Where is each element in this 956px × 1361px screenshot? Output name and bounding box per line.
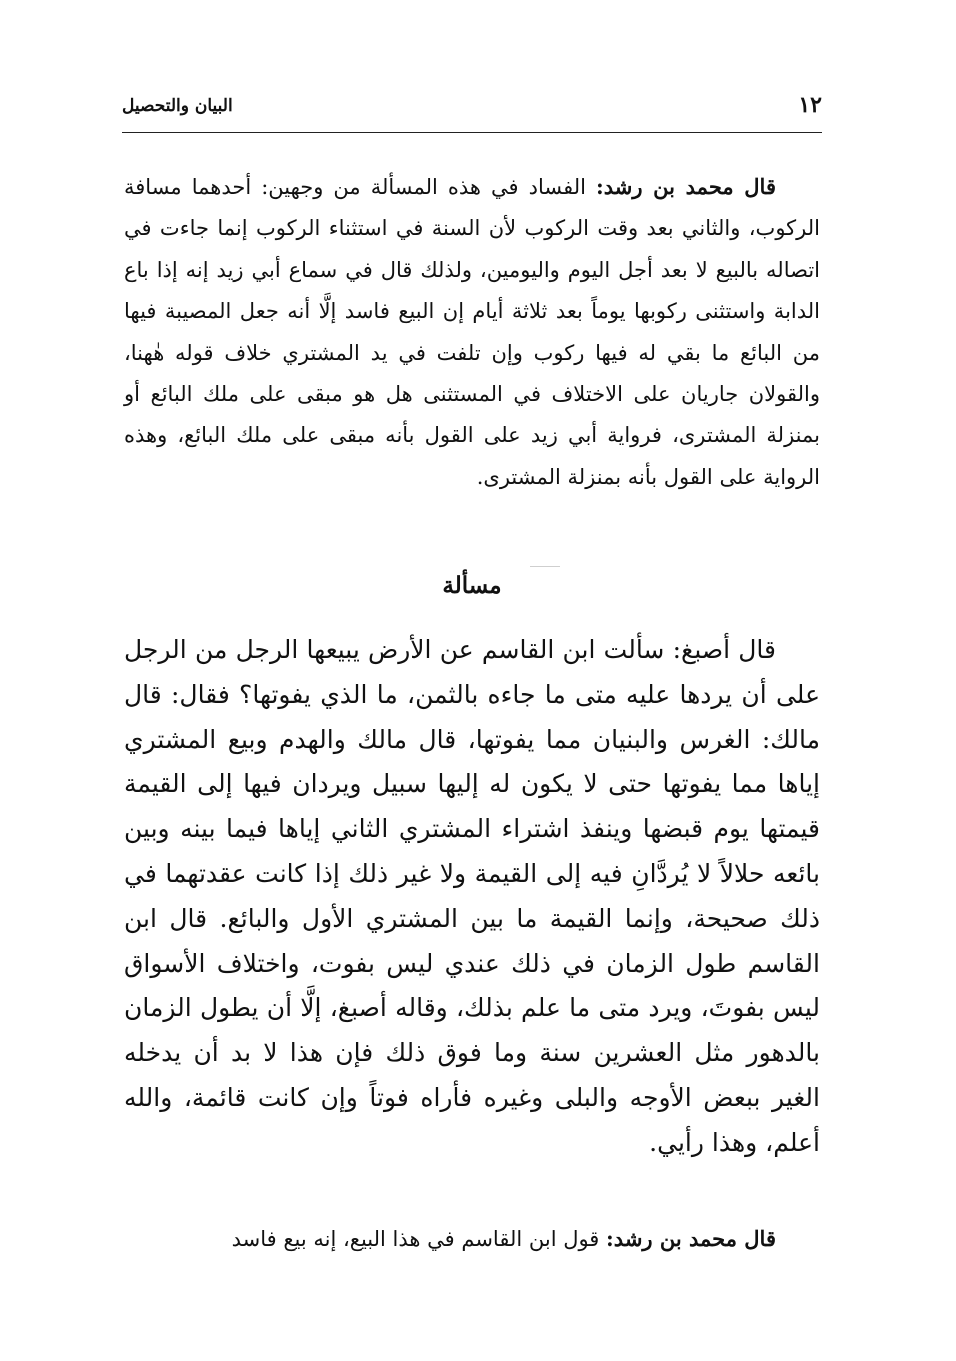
paragraph-issue: [124, 628, 820, 1166]
paragraph-text: قول ابن القاسم في هذا البيع، إنه بيع فاسد: [231, 1227, 600, 1251]
separator-mark: [530, 566, 560, 567]
speaker-label: قال محمد بن رشد:: [595, 174, 776, 199]
running-header: [122, 92, 822, 126]
speaker-label: قال محمد بن رشد:: [606, 1226, 776, 1251]
header-divider: [122, 132, 822, 133]
paragraph-text: الفساد في هذه المسألة من وجهين: أحدهما مسافة الركوب، والثاني بعد وقت الركوب لأن السنة في استثناء الركوب إنما جاءت في اتصاله بالبيع لا بعد أجل اليوم واليومين، ولذلك قال في سماع أبي زيد إنه إذا باع الدابة واستثنى ركوبها يوماً بعد ثلاثة أيام إن البيع فاسد إلَّا أنه جعل المصيبة فيها من البائع ما بقي له فيها ركوب وإن تلفت في يد المشتري خلاف قوله هٰهنا، والقولان جاريان على الاختلاف في المستثنى هل هو مبقى على ملك البائع أو بمنزلة المشترى، فرواية أبي زيد على القول بأنه مبقى على ملك البائع، وهذه الرواية على القول بأنه بمنزلة المشترى.: [124, 175, 821, 489]
page-number: ١٢: [798, 92, 822, 118]
paragraph-text: قال أصبغ: سألت ابن القاسم عن الأرض يبيعها الرجل من الرجل على أن يردها عليه متى ما جاءه بالثمن، ما الذي يفوتها؟ فقال: قال مالك: الغرس والبنيان مما يفوتها، قال مالك والهدم وبيع المشتري إياها مما يفوتها حتى لا يكون له إليها سبيل ويردان فيها إلى القيمة قيمتها يوم قبضها وينفذ اشتراء المشتري الثاني إياها فيما بينه وبين بائعه حلالاً لا يُردَّانِ فيه إلى القيمة ولا غير ذلك إذا كانت عقدتهما في ذلك صحيحة، وإنما القيمة ما بين المشتري الأول والبائع. قال ابن القاسم طول الزمان في ذلك عندي ليس بفوت، واختلاف الأسواق ليس بفوتَ، ويرد متى ما علم بذلك، وقاله أصبغ، إلَّا أن يطول الزمان بالدهور مثل العشرين سنة وما فوق ذلك فإن هذا لا بد أن يدخله الغير ببعض الأوجه والبلى وغيره فأراه فوتاً وإن كانت قائمة، والله أعلم، وهذا رأيي.: [124, 635, 820, 1157]
paragraph-commentary-2: [124, 1218, 820, 1260]
section-heading: مسألة: [442, 572, 502, 599]
book-title: البيان والتحصيل: [122, 96, 233, 116]
paragraph-commentary-1: [124, 166, 820, 498]
